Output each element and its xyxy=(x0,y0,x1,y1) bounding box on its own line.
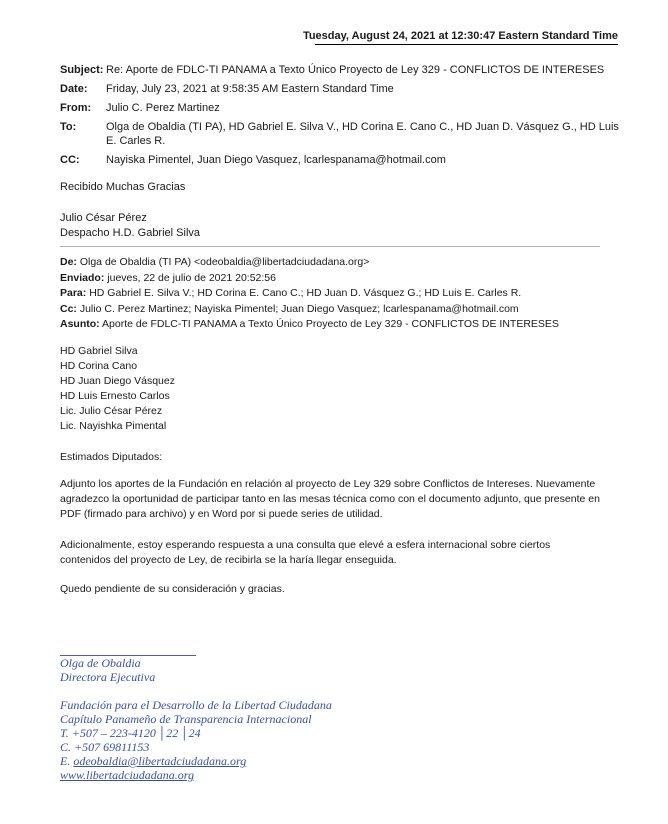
from-row xyxy=(60,100,620,119)
fwd-subject-label: Asunto: xyxy=(60,318,100,330)
fwd-from-label: De: xyxy=(60,256,77,268)
fwd-cc-value: Julio C. Perez Martinez; Nayiska Pimentel; Juan Diego Vasquez; lcarlespanama@hotmail.com xyxy=(79,302,519,315)
reply-sender-office: Despacho H.D. Gabriel Silva xyxy=(60,227,201,239)
signature-phone: T. +507 – 223-4120 │22 │24 xyxy=(60,726,201,740)
fwd-subject-line xyxy=(60,317,620,333)
cc-row xyxy=(60,152,620,171)
recipient-list xyxy=(60,344,600,434)
fwd-to-value: HD Gabriel E. Silva V.; HD Corina E. Cano C.; HD Juan D. Vásquez G.; HD Luis E. Carles R. xyxy=(89,287,522,299)
to-value: Olga de Obaldia (TI PA), HD Gabriel E. Silva V., HD Corina E. Cano C., HD Juan D. Vásquez G., HD Luis E. Carles R. xyxy=(106,121,619,147)
fwd-to-line xyxy=(60,286,620,302)
cc-label: CC: xyxy=(60,154,80,166)
reply-text: Recibido Muchas Gracias xyxy=(60,181,186,193)
cc-value: Nayiska Pimentel, Juan Diego Vasquez, lcarlespanama@hotmail.com xyxy=(106,154,446,166)
fwd-cc-label: Cc: xyxy=(60,302,77,315)
fwd-from-value: Olga de Obaldia (TI PA) <odeobaldia@libertadciudadana.org> xyxy=(79,256,370,268)
subject-row xyxy=(60,62,620,81)
body-paragraph-2: Adicionalmente, estoy esperando respuesta a una consulta que elevé a esfera internacional sobre ciertos contenidos del proyecto de Ley, de recibirla se la haría llegar enseguida. xyxy=(60,539,551,566)
subject-value: Re: Aporte de FDLC-TI PANAMA a Texto Único Proyecto de Ley 329 - CONFLICTOS DE INTERESES xyxy=(106,64,605,76)
signature-website-link[interactable]: www.libertadciudadana.org xyxy=(60,768,195,782)
to-label: To: xyxy=(60,121,77,133)
recipient-item: HD Luis Ernesto Carlos xyxy=(60,390,170,402)
to-row xyxy=(60,119,620,152)
fwd-from-line xyxy=(60,255,620,271)
fwd-sent-label: Enviado: xyxy=(60,271,105,284)
fwd-sent-value: jueves, 22 de julio de 2021 20:52:56 xyxy=(107,271,276,284)
forwarded-headers xyxy=(60,255,620,333)
body-paragraph-1: Adjunto los aportes de la Fundación en relación al proyecto de Ley 329 sobre Conflictos de Intereses. Nuevamente agradezco la oportunidad de participar tanto en las mesas técnica como con el documento adjunto, que presente en PDF (firmado para archivo) y en Word por si puede series de utilidad. xyxy=(60,478,600,520)
fwd-sent-line xyxy=(60,271,620,287)
signature-email-prefix: E. xyxy=(60,754,74,768)
fwd-to-label: Para: xyxy=(60,287,87,299)
signature-website-line xyxy=(60,768,194,782)
forward-divider xyxy=(60,246,600,247)
signature-email-link[interactable]: odeobaldia@libertadciudadana.org xyxy=(73,754,247,768)
print-timestamp: Tuesday, August 24, 2021 at 12:30:47 Eastern Standard Time xyxy=(302,30,618,42)
reply-sender-name: Julio César Pérez xyxy=(60,212,147,224)
recipient-item: HD Corina Cano xyxy=(60,360,138,372)
recipient-item: HD Gabriel Silva xyxy=(60,345,138,357)
signature-org-chapter: Capítulo Panameño de Transparencia Internacional xyxy=(60,712,312,726)
fwd-subject-value: Aporte de FDLC-TI PANAMA a Texto Único Proyecto de Ley 329 - CONFLICTOS DE INTERESES xyxy=(102,318,559,330)
date-label: Date: xyxy=(60,83,88,95)
signature-org-name: Fundación para el Desarrollo de la Libertad Ciudadana xyxy=(60,698,332,712)
from-value: Julio C. Perez Martinez xyxy=(106,102,220,114)
signature-name: Olga de Obaldia xyxy=(60,656,141,670)
subject-label: Subject: xyxy=(60,64,104,76)
signature-email-line xyxy=(60,754,246,768)
greeting: Estimados Diputados: xyxy=(60,451,163,463)
recipient-item: Lic. Nayishka Pimental xyxy=(60,420,167,432)
email-headers xyxy=(60,62,620,171)
date-row xyxy=(60,81,620,100)
signature-cell: C. +507 69811153 xyxy=(60,740,150,754)
header-rule xyxy=(315,44,618,45)
from-label: From: xyxy=(60,102,92,114)
closing-line: Quedo pendiente de su consideración y gracias. xyxy=(60,583,285,595)
fwd-cc-line xyxy=(60,302,620,318)
recipient-item: HD Juan Diego Vásquez xyxy=(60,375,175,387)
date-value: Friday, July 23, 2021 at 9:58:35 AM Eastern Standard Time xyxy=(106,83,394,95)
signature-title: Directora Ejecutiva xyxy=(60,670,156,684)
recipient-item: Lic. Julio César Pérez xyxy=(60,405,163,417)
